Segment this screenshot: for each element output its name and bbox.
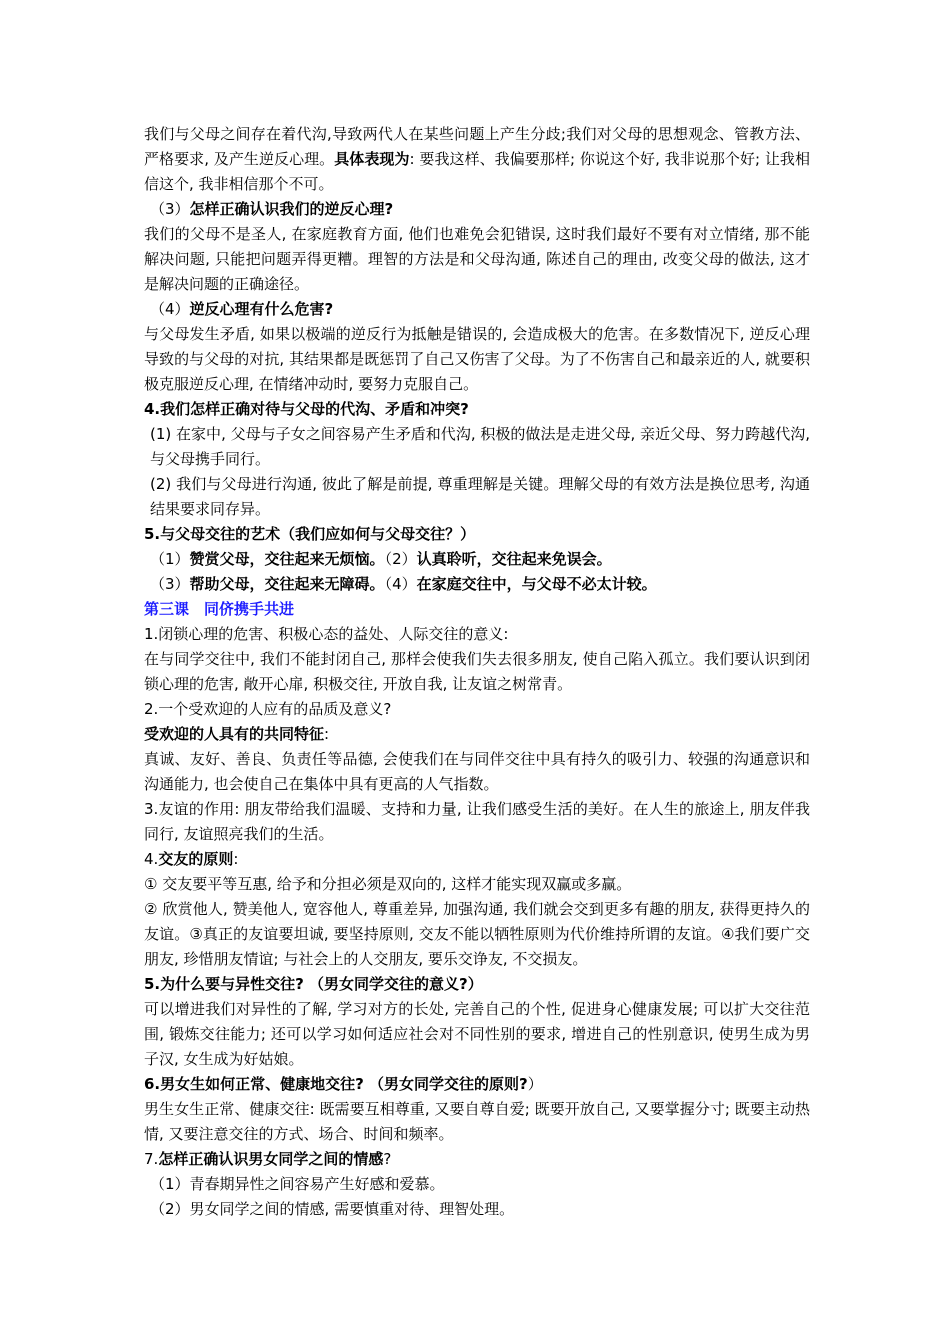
text-segment: : <box>324 725 330 743</box>
answer-2: 真诚、友好、善良、负责任等品德, 会使我们在与同伴交往中具有持久的吸引力、较强的沟通意识和沟通能力, 也会使自己在集体中具有更高的人气指数。 <box>144 750 810 793</box>
answer-item: （1）青春期异性之间容易产生好感和爱慕。 <box>150 1175 445 1193</box>
paragraph-answer-q3: 我们的父母不是圣人, 在家庭教育方面, 他们也难免会犯错误, 这时我们最好不要有对立情绪, 那不能解决问题, 只能把问题弄得更糟。理智的方法是和父母沟通, 陈述自己的理由, 改变父母的做法, 这才是解决问题的正确途径。 <box>144 225 810 293</box>
heading-text: 怎样正确认识我们的逆反心理? <box>189 200 394 218</box>
answer-item: ② 欣赏他人, 赞美他人, 宽容他人, 尊重差异, 加强沟通, 我们就会交到更多有趣的朋友, 获得更持久的友谊。③真正的友谊要坦诚, 要坚持原则, 交友不能以牺牲原则为代价维持所谓的友谊。④我们要广交朋友, 珍惜朋友情谊; 与社会上的人交朋友, 要乐交诤友, 不交损友。 <box>144 900 810 968</box>
item-number: 5. <box>144 525 161 543</box>
answer-text: 帮助父母，交往起来无障碍。 <box>189 575 385 593</box>
question-1: 1.闭锁心理的危害、积极心态的益处、人际交往的意义: <box>144 625 509 643</box>
question-5-opposite-sex: 5.为什么要与异性交往? （男女同学交往的意义?） <box>144 975 483 993</box>
text-segment: 我们与父母之间存在着代沟,导致两代人在某些问题上产生分歧;我们对父母的思想观念、管教方法、严格要求, 及产生逆反心理。 <box>144 125 810 168</box>
item-number: （4） <box>150 300 190 318</box>
item-number: （2） <box>384 550 417 568</box>
answer-text: 在家庭交往中，与父母不必太计较。 <box>416 575 657 593</box>
bold-label: 具体表现为 <box>334 150 410 168</box>
item-number: 7. <box>144 1150 159 1168</box>
text-segment: ? <box>383 1150 392 1168</box>
question-2: 2.一个受欢迎的人应有的品质及意义? <box>144 700 392 718</box>
answer-item: (2) 我们与父母进行沟通, 彼此了解是前提, 尊重理解是关键。理解父母的有效方法是换位思考, 沟通结果要求同存异。 <box>150 475 810 518</box>
question-5 <box>144 522 810 547</box>
item-number: 4. <box>144 400 161 418</box>
question-text: 我们怎样正确对待与父母的代沟、矛盾和冲突? <box>160 400 469 418</box>
question-text: 与父母交往的艺术（我们应如何与父母交往？） <box>160 525 476 543</box>
question-6 <box>144 1072 810 1097</box>
answer-item: ① 交友要平等互惠, 给予和分担必须是双向的, 这样才能实现双赢或多赢。 <box>144 875 632 893</box>
item-number: （3） <box>150 575 190 593</box>
heading-text: 逆反心理有什么危害? <box>189 300 334 318</box>
document-page <box>144 122 810 1222</box>
answer-item: (1) 在家中, 父母与子女之间容易产生矛盾和代沟, 积极的做法是走进父母, 亲近父母、努力跨越代沟, 与父母携手同行。 <box>150 425 810 468</box>
answer-6: 男生女生正常、健康交往: 既需要互相尊重, 又要自尊自爱; 既要开放自己, 又要掌握分寸; 既要主动热情, 又要注意交往的方式、场合、时间和频率。 <box>144 1100 810 1143</box>
paragraph-friendship: 3.友谊的作用: 朋友带给我们温暖、支持和力量, 让我们感受生活的美好。在人生的旅途上, 朋友伴我同行, 友谊照亮我们的生活。 <box>144 800 810 843</box>
question-7 <box>144 1147 810 1172</box>
question-text: 交友的原则 <box>158 850 234 868</box>
subheading-traits <box>144 722 810 747</box>
text-segment: : 要我这样、我偏要那样; 你说这个好, 我非说那个好; 让我相信这个, 我非相信那个不可。 <box>144 150 810 193</box>
answer-1: 在与同学交往中, 我们不能封闭自己, 那样会使我们失去很多朋友, 使自己陷入孤立。我们要认识到闭锁心理的危害, 敞开心扉, 积极交往, 开放自我, 让友谊之树常青。 <box>144 650 810 693</box>
text-segment: : <box>233 850 239 868</box>
question-4 <box>144 397 810 422</box>
lesson-title: 第三课 同侪携手共进 <box>144 600 295 618</box>
item-number: 4. <box>144 850 159 868</box>
answer-row-2 <box>144 572 810 597</box>
heading-q3 <box>144 197 810 222</box>
heading-q4 <box>144 297 810 322</box>
question-text: 怎样正确认识男女同学之间的情感 <box>158 1150 384 1168</box>
item-number: （4） <box>384 575 417 593</box>
answer-text: 赞赏父母，交往起来无烦恼。 <box>189 550 385 568</box>
answer-text: 认真聆听，交往起来免误会。 <box>416 550 612 568</box>
paragraph-answer-q4: 与父母发生矛盾, 如果以极端的逆反行为抵触是错误的, 会造成极大的危害。在多数情况下, 逆反心理导致的与父母的对抗, 其结果都是既惩罚了自己又伤害了父母。为了不伤害自己和最亲近的人, 就要积极克服逆反心理, 在情绪冲动时, 要努力克服自己。 <box>144 325 810 393</box>
answer-item: （2）男女同学之间的情感, 需要慎重对待、理智处理。 <box>150 1200 515 1218</box>
item-number: （3） <box>150 200 190 218</box>
answer-5: 可以增进我们对异性的了解, 学习对方的长处, 完善自己的个性, 促进身心健康发展; 可以扩大交往范围, 锻炼交往能力; 还可以学习如何适应社会对不同性别的要求, 增进自己的性别意识, 使男生成为男子汉, 女生成为好姑娘。 <box>144 1000 810 1068</box>
answer-row-1 <box>144 547 810 572</box>
item-number: （1） <box>150 550 190 568</box>
text-segment: ） <box>527 1075 543 1093</box>
question-4-principles <box>144 847 810 872</box>
paragraph-generation-gap <box>144 122 810 197</box>
bold-label: 受欢迎的人具有的共同特征 <box>144 725 325 743</box>
question-text: 6.男女生如何正常、健康地交往? （男女同学交往的原则? <box>144 1075 528 1093</box>
